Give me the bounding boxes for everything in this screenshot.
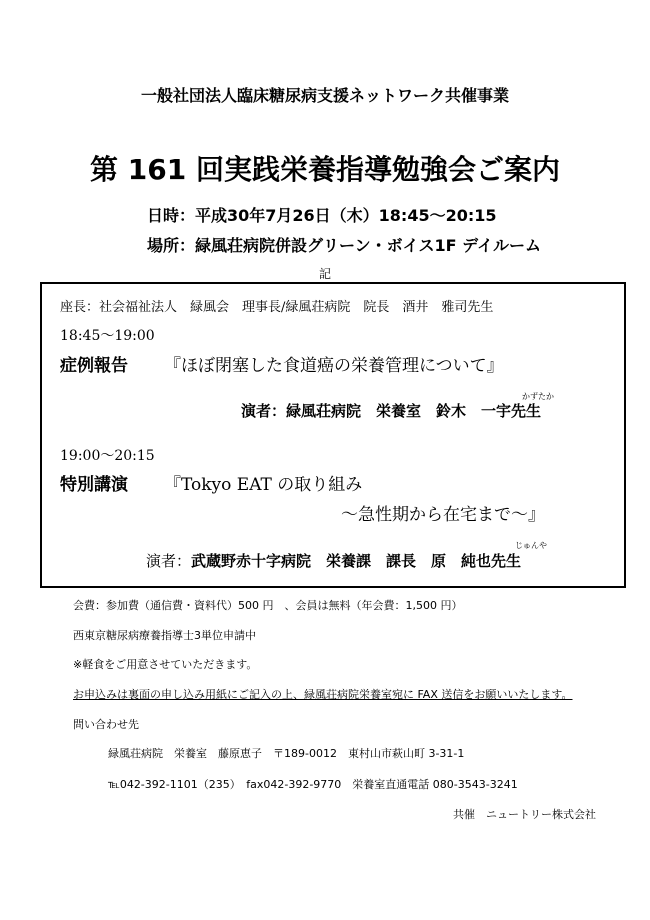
application-note: お申込みは裏面の申し込み用紙にご記入の上、緑風荘病院栄養室宛に FAX 送信をお願いいたします。 <box>73 688 573 701</box>
organizer-line: 一般社団法人臨床糖尿病支援ネットワーク共催事業 <box>140 86 509 105</box>
contact-phone: ℡042-392-1101（235） fax042-392-9770 栄養室直通電話 080-3543-3241 <box>108 778 518 791</box>
session1-title: 『ほぼ閉塞した食道癌の栄養管理について』 <box>164 356 504 376</box>
page-title: 第 161 回実践栄養指導勉強会ご案内 <box>90 153 560 186</box>
session2-speaker-name: 武蔵野赤十字病院 栄養課 課長 原 純也先生 <box>191 552 522 570</box>
session2-title: 『Tokyo EAT の取り組み <box>164 475 363 495</box>
session2-speaker-label: 演者： <box>146 552 192 570</box>
session2-category: 特別講演 <box>60 475 128 495</box>
session1-speaker-ruby: かずたか <box>522 392 554 401</box>
event-datetime: 日時：平成30年7月26日（木）18:45～20:15 <box>147 206 497 225</box>
session2-time: 19:00～20:15 <box>60 448 155 464</box>
session2-speaker <box>146 550 521 571</box>
ki-marker: 記 <box>318 267 331 281</box>
session2-title-line2: ～急性期から在宅まで～』 <box>341 505 545 525</box>
session2-speaker-ruby: じゅんや <box>515 541 547 550</box>
contact-heading: 問い合わせ先 <box>73 718 139 731</box>
event-venue: 場所：緑風荘病院併設グリーン・ボイス1F デイルーム <box>147 236 542 255</box>
chairperson: 座長：社会福祉法人 緑風会 理事長/緑風荘病院 院長 酒井 雅司先生 <box>60 300 494 315</box>
contact-address: 緑風荘病院 栄養室 藤原恵子 〒189-0012 東村山市萩山町 3-31-1 <box>108 747 465 760</box>
session1-time: 18:45～19:00 <box>60 328 155 344</box>
session1-heading <box>60 351 504 376</box>
session1-category: 症例報告 <box>60 356 128 376</box>
session2-heading <box>60 470 362 495</box>
fee-info: 会費：参加費（通信費・資料代）500 円 、会員は無料（年会費：1,500 円） <box>73 599 463 612</box>
snack-note: ※軽食をご用意させていただきます。 <box>73 658 258 671</box>
session1-speaker: 演者：緑風荘病院 栄養室 鈴木 一宇先生 <box>241 402 542 420</box>
credit-info: 西東京糖尿病療養指導士3単位申請中 <box>73 629 256 642</box>
sponsor-line: 共催 ニュートリー株式会社 <box>453 808 596 821</box>
